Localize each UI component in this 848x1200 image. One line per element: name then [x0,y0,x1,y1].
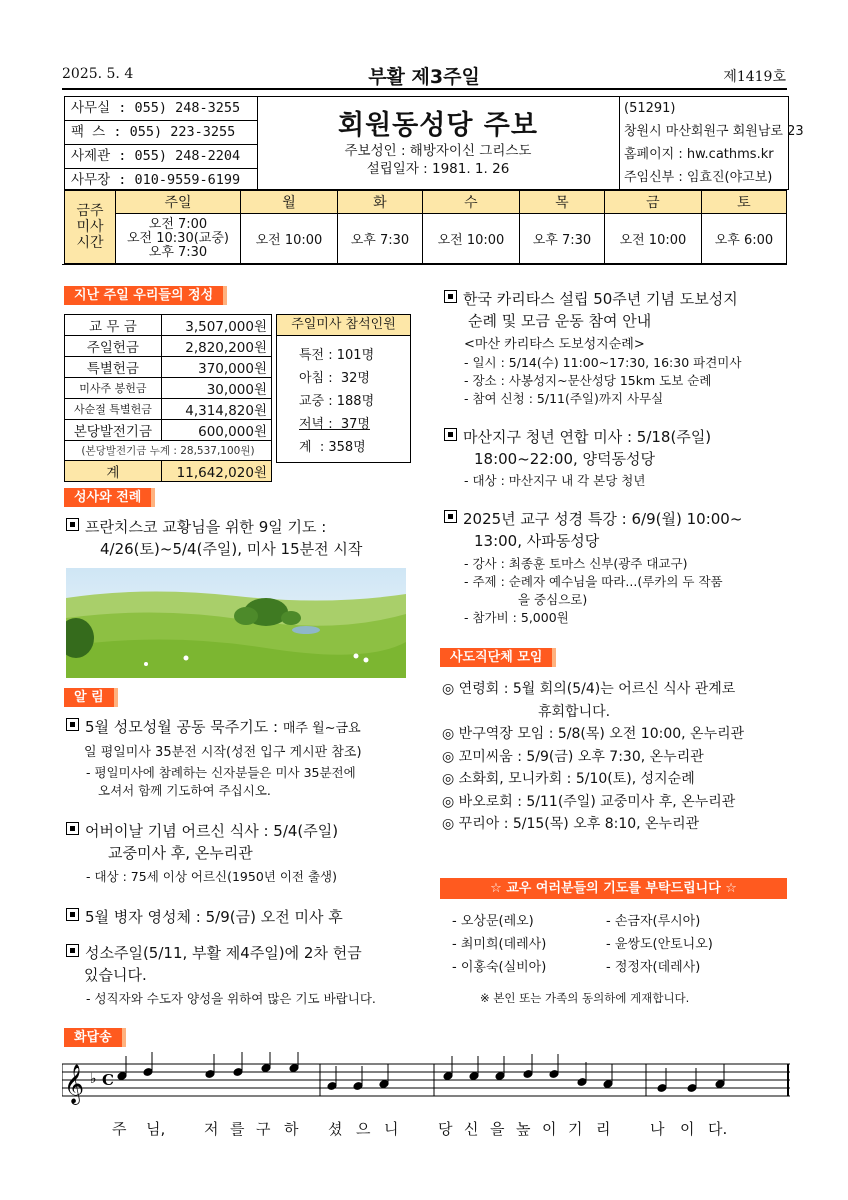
schedule-rule [62,264,787,265]
offering-label: 특별헌금 [65,357,162,378]
group-item: ◎ 꼬미씨움 : 5/9(금) 오후 7:30, 온누리관 [442,748,704,765]
attendance-row: 특전 : 101명 [299,348,375,363]
attendance-box [276,314,411,463]
attendance-row: 아침 : 32명 [299,371,370,386]
offering-label: 주일헌금 [65,336,162,357]
music-staff [62,1052,790,1116]
youth-mass-detail: - 대상 : 마산지구 내 각 본당 청년 [464,473,646,488]
attendance-row: 교중 : 188명 [299,394,375,409]
group-item: ◎ 연령회 : 5월 회의(5/4)는 어르신 식사 관계로 [442,681,736,697]
bible-lecture-details: - 강사 : 최종훈 토마스 신부(광주 대교구) - 주제 : 순례자 예수님을 따라...(루카의 두 작품 을 중심으로) - 참가비 : 5,000원 [464,556,723,625]
postal-code: (51291) [624,101,676,116]
attendance-row: 저녁 : 37명 [299,417,370,432]
treble-clef-icon: 𝄞 [64,1064,85,1104]
prayer-consent-note: ※ 본인 또는 가족의 동의하에 게재합니다. [480,991,690,1005]
notice-vocation-detail: - 성직자와 수도자 양성을 위하여 많은 기도 바랍니다. [86,991,376,1006]
svg-text:♭: ♭ [90,1071,97,1087]
checkbox-bullet-icon [444,428,457,441]
day-sat: 토 [701,191,786,214]
group-item: ◎ 반구역장 모임 : 5/8(목) 오전 10:00, 온누리관 [442,726,745,742]
groups-list [442,678,787,836]
lyric: 셨 [328,1120,343,1138]
group-item: ◎ 소화회, 모니카회 : 5/10(토), 성지순례 [442,771,695,787]
time-fri: 오전 10:00 [604,214,701,264]
day-sunday: 주일 [116,191,241,214]
street-address: 창원시 마산회원구 회원남로 23 [624,124,804,139]
offering-label: 교 무 금 [65,315,162,336]
contact-rectory: 사제관 : 055) 248-2204 [65,145,257,169]
checkbox-bullet-icon [66,944,79,957]
offering-value: 2,820,200원 [161,336,271,357]
bulletin-date: 2025. 5. 4 [62,66,134,82]
time-thu: 오후 7:30 [519,214,604,264]
novena-item: 프란치스코 교황님을 위한 9일 기도 : 4/26(토)~5/4(주일), 미사 15분전 시작 [66,516,406,560]
lyric: 다. [708,1120,728,1138]
notices-heading: 알 림 [64,688,118,707]
lyric: 기 [568,1120,583,1138]
address-block [619,97,804,189]
checkbox-bullet-icon [66,908,79,921]
offering-cumulative-note: (본당발전기금 누계 : 28,537,100원) [65,441,272,461]
prayer-name: - 오상문(레오) [452,914,534,929]
mass-label: 금주 미사 시간 [65,191,116,264]
day-fri: 금 [604,191,701,214]
lyric: 을 [490,1120,505,1138]
offering-heading: 지난 주일 우리들의 정성 [64,286,227,305]
prayer-name: - 손금자(루시아) [606,914,701,929]
lyric: 를 [230,1120,245,1138]
day-thu: 목 [519,191,604,214]
group-item: ◎ 바오로회 : 5/11(주일) 교중미사 후, 온누리관 [442,793,736,810]
caritas-details: <마산 카리타스 도보성지순례> - 일시 : 5/14(수) 11:00~17:30, 16:30 파견미사 - 장소 : 사봉성지~문산성당 15km 도보 순례 - 참여 신청 : 5/11(주일)까지 사무실 [464,337,742,406]
notice-parents-detail: - 대상 : 75세 이상 어르신(1950년 이전 출생) [86,869,337,884]
attendance-title: 주일미사 참석인원 [277,315,410,336]
prayer-request-heading: ☆ 교우 여러분들의 기도를 부탁드립니다 ☆ [440,878,787,899]
day-mon: 월 [241,191,338,214]
lyric: 신 [464,1120,479,1138]
attendance-total: 계 : 358명 [299,440,366,455]
prayer-name: - 최미희(데레사) [452,937,547,952]
offering-value: 3,507,000원 [161,315,271,336]
lyric: 니 [384,1120,399,1138]
offering-value: 370,000원 [161,357,271,378]
notice-sick-communion: 5월 병자 영성체 : 5/9(금) 오전 미사 후 [66,906,411,928]
lyric: 이 [680,1120,695,1138]
checkbox-bullet-icon [444,510,457,523]
contact-list [65,97,258,189]
lyric: 하 [284,1120,299,1138]
parish-founded: 설립일자 : 1981. 1. 26 [366,161,510,177]
prayer-name-list [452,910,782,979]
liturgical-title: 부활 제3주일 [368,66,480,88]
prayer-name: - 정정자(데레사) [606,960,701,975]
checkbox-bullet-icon [444,290,457,303]
checkbox-bullet-icon [66,822,79,835]
lyric: 이 [542,1120,557,1138]
notice-rosary: 5월 성모성월 공동 묵주기도 : 매주 월~금요 일 평일미사 35분전 시작(성전 입구 게시판 참조) [66,716,411,764]
lyric: 주 [112,1120,127,1138]
offering-value: 30,000원 [161,378,271,399]
parish-title-block [257,97,619,189]
time-mon: 오전 10:00 [241,214,338,264]
day-tue: 화 [337,191,422,214]
time-tue: 오후 7:30 [337,214,422,264]
prayer-name: - 윤쌍도(안토니오) [606,937,713,952]
group-item: 휴회합니다. [538,703,611,720]
mass-schedule-table [64,190,787,264]
landscape-image [66,568,406,678]
checkbox-bullet-icon [66,718,79,731]
psalm-heading: 화답송 [64,1028,126,1047]
offering-table [64,314,272,482]
checkbox-bullet-icon [66,518,79,531]
notice-parents-meal: 어버이날 기념 어르신 식사 : 5/4(주일) 교중미사 후, 온누리관 [66,820,411,864]
lyric: 리 [596,1120,611,1138]
parish-patron: 주보성인 : 해방자이신 그리스도 [344,143,532,159]
caritas-pilgrimage: 한국 카리타스 설립 50주년 기념 도보성지 순례 및 모금 운동 참여 안내 [444,288,789,332]
groups-heading: 사도직단체 모임 [440,648,556,667]
contact-fax: 팩 스 : 055) 223-3255 [65,121,257,145]
lyric: 님, [146,1120,166,1138]
lyric: 나 [650,1120,665,1138]
notice-rosary-detail: - 평일미사에 참례하는 신자분들은 미사 35분전에 오셔서 함께 기도하여 주십시오. [86,765,356,798]
offering-label: 사순절 특별헌금 [65,399,162,420]
parish-name: 회원동성당 주보 [338,110,538,141]
lyric: 으 [356,1120,371,1138]
offering-label: 본당발전기금 [65,420,162,441]
liturgy-heading: 성사와 전례 [64,488,155,507]
contact-secretary: 사무장 : 010-9559-6199 [71,172,241,188]
header-rule [62,88,787,90]
group-item: ◎ 꾸리아 : 5/15(목) 오후 8:10, 온누리관 [442,816,700,832]
lyric: 당 [438,1120,453,1138]
lyric: 구 [256,1120,271,1138]
svg-text:C: C [102,1071,114,1089]
notice-vocation-sunday: 성소주일(5/11, 부활 제4주일)에 2차 헌금 있습니다. [66,942,411,986]
day-wed: 수 [422,191,519,214]
parish-info-box [64,96,804,190]
lyric: 높 [516,1120,531,1138]
pastor: 주임신부 : 임효진(야고보) [624,170,773,185]
issue-number: 제1419호 [723,69,786,85]
youth-mass: 마산지구 청년 연합 미사 : 5/18(주일) 18:00~22:00, 양덕동성당 [444,426,789,470]
offering-value: 600,000원 [161,420,271,441]
time-sat: 오후 6:00 [701,214,786,264]
time-wed: 오전 10:00 [422,214,519,264]
contact-office: 사무실 : 055) 248-3255 [65,97,257,121]
offering-total-label: 계 [65,461,162,482]
bible-lecture: 2025년 교구 성경 특강 : 6/9(월) 10:00~ 13:00, 사파동성당 [444,508,789,552]
offering-label: 미사주 봉헌금 [65,378,162,399]
prayer-name: - 이홍숙(실비아) [452,960,547,975]
homepage: 홈페이지 : hw.cathms.kr [624,147,774,162]
offering-value: 4,314,820원 [161,399,271,420]
offering-total: 11,642,020원 [161,461,271,482]
sunday-times: 오전 7:00 오전 10:30(교중) 오후 7:30 [116,214,241,264]
lyric: 저 [204,1120,219,1138]
